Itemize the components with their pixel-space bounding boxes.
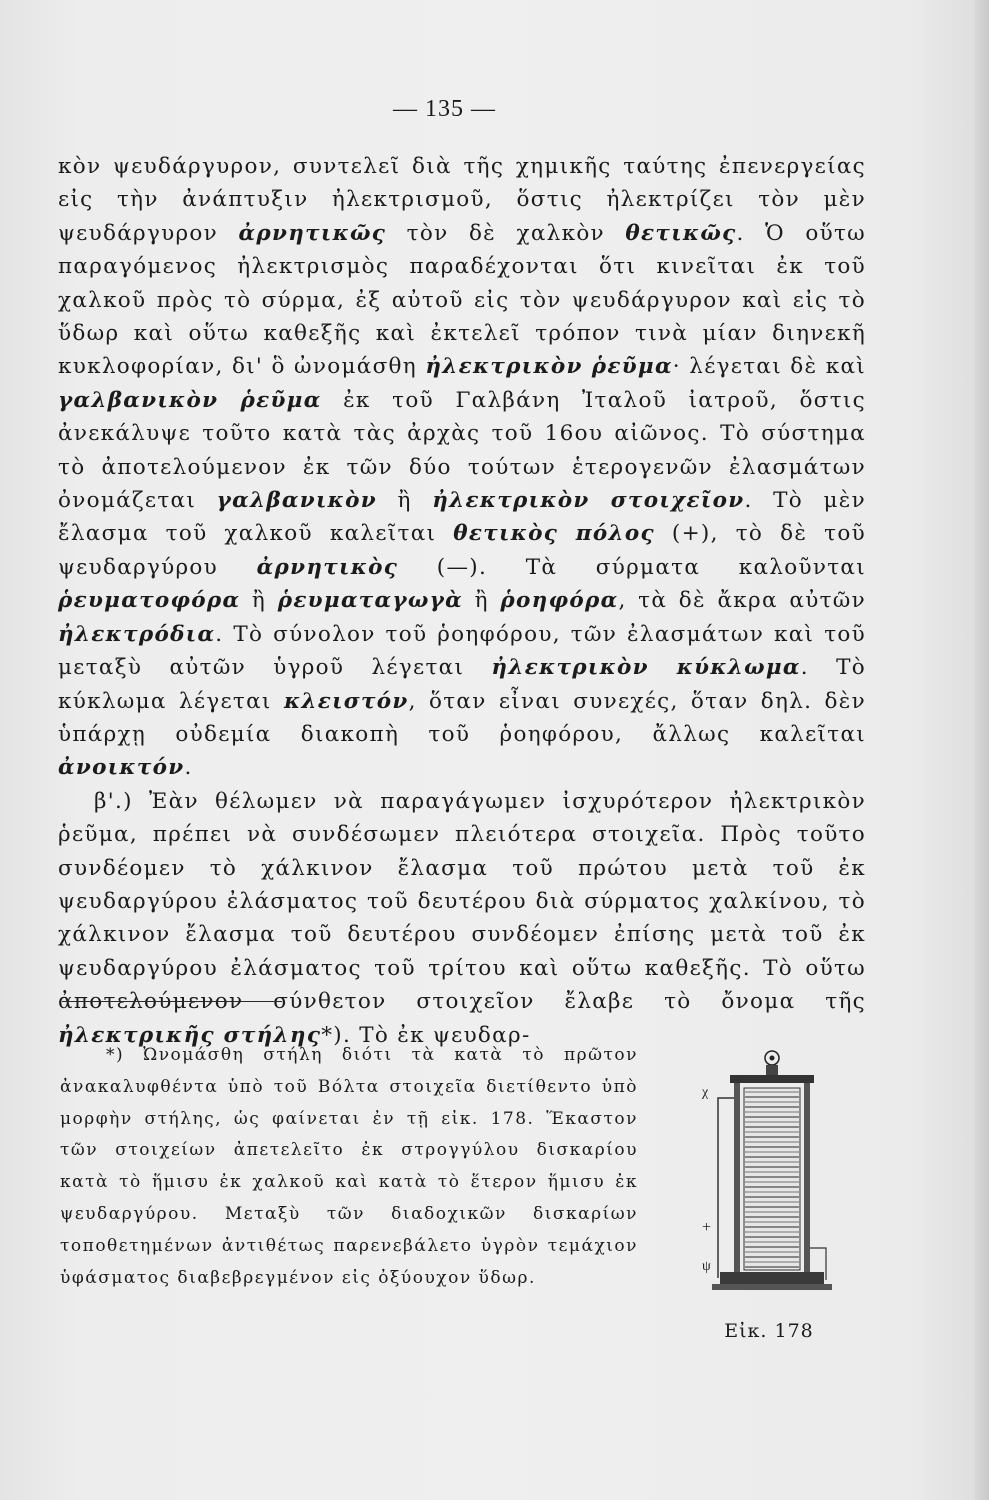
pile-knob-center bbox=[770, 1056, 775, 1061]
paragraph-1: κὸν ψευδάργυρον, συντελεῖ διὰ τῆς χημικῆς ταύτης ἐπενεργείας εἰς τὴν ἀνάπτυξιν ἠλεκτρισμοῦ, ὅστις ἠλεκτρίζει τὸν μὲν ψευδάργυρον ἀρνητικῶς τὸν δὲ χαλκὸν θετικῶς. Ὁ οὕτω παραγόμενος ἠλεκτρισμὸς παραδέχονται ὅτι κινεῖται ἐκ τοῦ χαλκοῦ πρὸς τὸ σύρμα, ἐξ αὐτοῦ εἰς τὸν ψευδάργυρον καὶ εἰς τὸ ὕδωρ καὶ οὕτω καθεξῆς καὶ ἐκτελεῖ τρόπον τινὰ μίαν διηνεκῆ κυκλοφορίαν, δι' ὃ ὠνομάσθη ἠλεκτρικὸν ῥεῦμα· λέγεται δὲ καὶ γαλβανικὸν ῥεῦμα ἐκ τοῦ Γαλβάνη Ἰταλοῦ ἰατροῦ, ὅστις ἀνεκάλυψε τοῦτο κατὰ τὰς ἀρχὰς τοῦ 16ου αἰῶνος. Τὸ σύστημα τὸ ἀποτελούμενον ἐκ τῶν δύο τούτων ἑτερογενῶν ἐλασμάτων ὀνομάζεται γαλβανικὸν ἢ ἠλεκτρικὸν στοιχεῖον. Τὸ μὲν ἔλασμα τοῦ χαλκοῦ καλεῖται θετικὸς πόλος (+), τὸ δὲ τοῦ ψευδαργύρου ἀρνητικὸς (—). Τὰ σύρματα καλοῦνται ῥευματοφόρα ἢ ῥευματαγωγὰ ἢ ῥοηφόρα, τὰ δὲ ἄκρα αὐτῶν ἠλεκτρόδια. Τὸ σύνολον τοῦ ῥοηφόρου, τῶν ἐλασμάτων καὶ τοῦ μεταξὺ αὐτῶν ὑγροῦ λέγεται ἠλεκτρικὸν κύκλωμα. Τὸ κύκλωμα λέγεται κλειστόν, ὅταν εἶναι συνεχές, ὅταν δηλ. δὲν ὑπάρχῃ οὐδεμία διακοπὴ τοῦ ῥοηφόρου, ἄλλως καλεῖται ἀνοικτόν. bbox=[58, 154, 867, 781]
pile-top-bar bbox=[730, 1075, 814, 1083]
pile-screw bbox=[766, 1065, 778, 1075]
pile-wire-left bbox=[718, 1098, 734, 1278]
pile-base-foot bbox=[712, 1284, 832, 1290]
page-edge bbox=[975, 0, 989, 1500]
pile-right-post bbox=[804, 1083, 810, 1273]
footnote-text: *) Ὠνομάσθη στήλη διότι τὰ κατὰ τὸ πρῶτον ἀνακαλυφθέντα ὑπὸ τοῦ Βόλτα στοιχεῖα διετίθεντο ὑπὸ μορφὴν στήλης, ὡς φαίνεται ἐν τῇ εἰκ. 178. Ἕκαστον τῶν στοιχείων ἀπετελεῖτο ἐκ στρογγύλου δισκαρίου κατὰ τὸ ἥμισυ ἐκ χαλκοῦ καὶ κατὰ τὸ ἕτερον ἥμισυ ἐκ ψευδαργύρου. Μεταξὺ τῶν διαδοχικῶν δισκαρίων τοποθετημένων ἀντιθέτως παρενεβάλετο ὑγρὸν τεμάχιον ὑφάσματος διαβεβρεγμένον εἰς ὀξύουχον ὕδωρ. bbox=[60, 1045, 638, 1288]
page-number: — 135 — bbox=[393, 96, 496, 122]
voltaic-pile-drawing bbox=[694, 1048, 844, 1318]
footnote bbox=[60, 1040, 638, 1294]
pile-label-plus: + bbox=[702, 1219, 712, 1236]
pile-label-x: χ bbox=[702, 1085, 709, 1100]
footnote-rule bbox=[62, 1001, 282, 1002]
pile-left-post bbox=[734, 1083, 740, 1273]
main-text bbox=[58, 150, 866, 1052]
pile-base bbox=[720, 1272, 824, 1284]
paragraph-2: β'.) Ἐὰν θέλωμεν νὰ παραγάγωμεν ἰσχυρότερον ἠλεκτρικὸν ῥεῦμα, πρέπει νὰ συνδέσωμεν πλειότερα στοιχεῖα. Πρὸς τοῦτο συνδέομεν τὸ χάλκινον ἔλασμα τοῦ πρώτου μετὰ τοῦ ἐκ ψευδαργύρου ἐλάσματος τοῦ δευτέρου διὰ σύρματος χαλκίνου, τὸ χάλκινον ἔλασμα τοῦ δευτέρου συνδέομεν ἐπίσης μετὰ τοῦ ἐκ ψευδαργύρου ἐλάσματος τοῦ τρίτου καὶ οὕτω καθεξῆς. Τὸ οὕτω ἀποτελούμενον σύνθετον στοιχεῖον ἔλαβε τὸ ὄνομα τῆς ἠλεκτρικῆς στήλης*). Τὸ ἐκ ψευδαρ- bbox=[58, 788, 866, 1048]
pile-label-minus: ψ bbox=[702, 1259, 711, 1274]
figure-caption: Εἰκ. 178 bbox=[724, 1320, 814, 1342]
voltaic-pile-figure bbox=[694, 1048, 844, 1318]
